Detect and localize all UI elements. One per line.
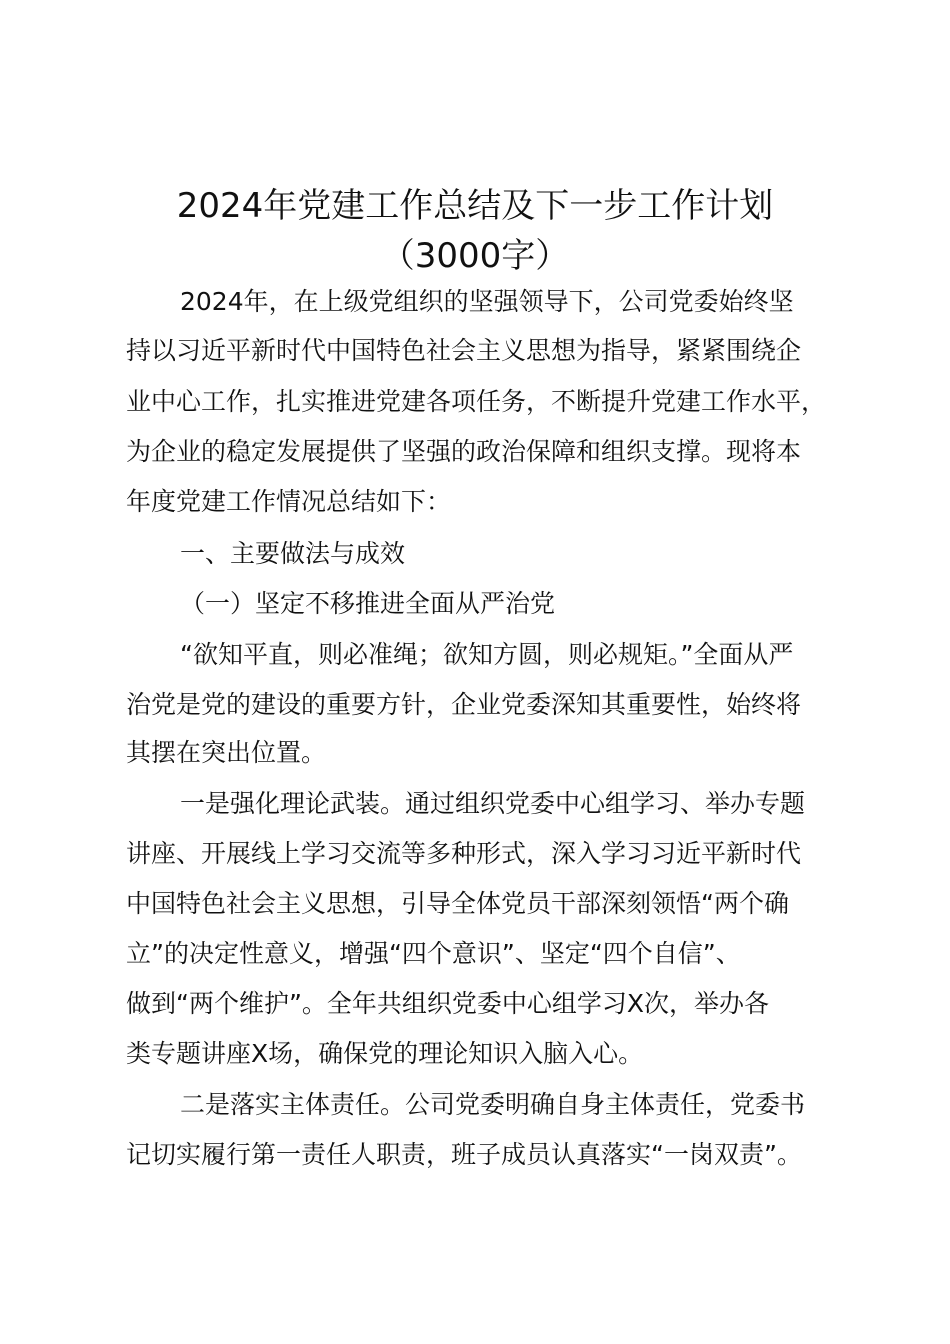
body-line: 讲座、开展线上学习交流等多种形式，深入学习习近平新时代 xyxy=(126,839,802,868)
body-line: 年度党建工作情况总结如下： xyxy=(126,487,452,516)
body-line: 类专题讲座X场，确保党的理论知识入脑入心。 xyxy=(126,1039,644,1068)
body-line: 做到“两个维护”。全年共组织党委中心组学习X次，举办各 xyxy=(126,989,770,1018)
section-heading: 一、主要做法与成效 xyxy=(180,539,406,568)
body-line: 中国特色社会主义思想，引导全体党员干部深刻领悟“两个确 xyxy=(126,889,789,918)
body-line: 立”的决定性意义，增强“四个意识”、坚定“四个自信”、 xyxy=(126,939,741,968)
body-line: “欲知平直，则必准绳；欲知方圆，则必规矩。”全面从严 xyxy=(180,640,794,669)
body-line: 2024年，在上级党组织的坚强领导下，公司党委始终坚 xyxy=(180,287,794,316)
body-line: 二是落实主体责任。公司党委明确自身主体责任，党委书 xyxy=(180,1090,806,1119)
body-line: 其摆在突出位置。 xyxy=(126,738,327,767)
document-title: 2024年党建工作总结及下一步工作计划 xyxy=(176,186,774,226)
subsection-heading: （一）坚定不移推进全面从严治党 xyxy=(180,589,556,618)
body-line: 持以习近平新时代中国特色社会主义思想为指导，紧紧围绕企 xyxy=(126,336,802,365)
body-line: 为企业的稳定发展提供了坚强的政治保障和组织支撑。现将本 xyxy=(126,437,802,466)
body-line: 记切实履行第一责任人职责，班子成员认真落实“一岗双责”。 xyxy=(126,1140,802,1169)
body-line: 一是强化理论武装。通过组织党委中心组学习、举办专题 xyxy=(180,789,806,818)
document-title-wordcount: （3000字） xyxy=(380,236,570,276)
body-line: 业中心工作，扎实推进党建各项任务，不断提升党建工作水平， xyxy=(126,387,827,416)
body-line: 治党是党的建设的重要方针，企业党委深知其重要性，始终将 xyxy=(126,690,802,719)
